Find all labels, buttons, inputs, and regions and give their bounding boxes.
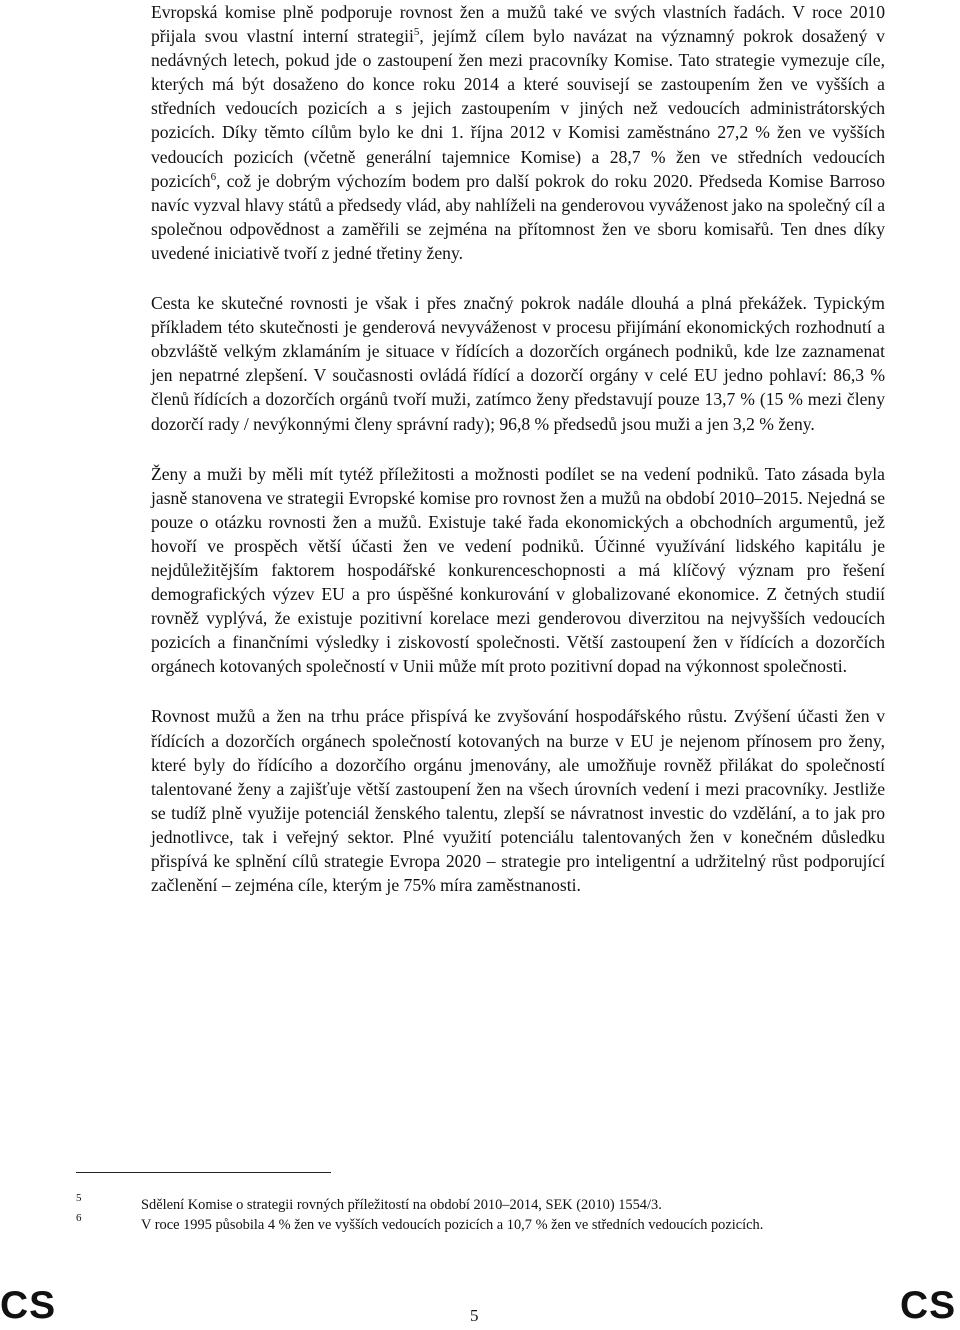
footnote-text: Sdělení Komise o strategii rovných příležitostí na období 2010–2014, SEK (2010) 1554/3. xyxy=(141,1197,662,1213)
footnote-number: 5 xyxy=(76,1192,82,1204)
paragraph-1 xyxy=(151,0,885,265)
paragraph-text: , což je dobrým výchozím bodem pro další pokrok do roku 2020. Předseda Komise Barroso navíc vyzval hlavy států a předsedy vlád, aby nahlíželi na genderovou vyváženost jako na společný cíl a společnou odpovědnost a zaměřili se zejména na přítomnost žen ve sboru komisařů. Ten dnes díky uvedené iniciativě tvoří z jedné třetiny ženy. xyxy=(151,170,885,263)
language-code-right: CS xyxy=(900,1284,957,1327)
footnote-separator xyxy=(76,1172,331,1173)
paragraph-text: , jejímž cílem bylo navázat na významný pokrok dosažený v nedávných letech, pokud jde o zastoupení žen mezi pracovníky Komise. Tato strategie vymezuje cíle, kterých má být dosaženo do konce roku 2014 a které souvisejí se zastoupením žen ve vyšších a středních vedoucích pozicích a s jejich zastoupením v jiných než vedoucích administrátorských pozicích. Díky těmto cílům bylo ke dni 1. října 2012 v Komisi zaměstnáno 27,2 % žen ve vyšších vedoucích pozicích (včetně generální tajemnice Komise) a 28,7 % žen ve středních vedoucích pozicích xyxy=(151,26,885,191)
paragraph-4: Rovnost mužů a žen na trhu práce přispívá ke zvyšování hospodářského růstu. Zvýšení účasti žen v řídících a dozorčích orgánech společností kotovaných na burze v EU je nejenom přínosem pro ženy, které byly do řídícího a dozorčího orgánu jmenovány, ale umožňuje rovněž přilákat do společností talentované ženy a zajišťuje větší zastoupení žen na všech úrovních vedení i mezi pracovníky. Jestliže se tudíž plně využije potenciál ženského talentu, zlepší se návratnost investic do vzdělání, a to jak pro jednotlivce, tak i veřejný sektor. Plné využití potenciálu talentovaných žen v konečném důsledku přispívá ke splnění cílů strategie Evropa 2020 – strategie pro inteligentní a udržitelný růst podporující začlenění – zejména cíle, kterým je 75% míra zaměstnanosti. xyxy=(151,706,885,896)
body-text xyxy=(151,0,885,923)
paragraph-2: Cesta ke skutečné rovnosti je však i přes značný pokrok nadále dlouhá a plná překážek. Typickým příkladem této skutečnosti je genderová nevyváženost v procesu přijímání ekonomických rozhodnutí a obzvláště velkým zklamáním je situace v řídících a dozorčích orgánech podniků, kde lze zaznamenat jen nepatrné zlepšení. V současnosti ovládá řídící a dozorčí orgány v celé EU jedno pohlaví: 86,3 % členů řídících a dozorčích orgánů tvoří muži, zatímco ženy představují pouze 13,7 % (15 % mezi členy dozorčí rady / nevýkonnými členy správní rady); 96,8 % předsedů jsou muži a jen 3,2 % ženy. xyxy=(151,293,885,434)
footnote-number: 6 xyxy=(76,1212,82,1224)
page-number: 5 xyxy=(470,1306,479,1325)
footnote-ref-5[interactable]: 5 xyxy=(413,26,420,39)
paragraph-text: Evropská komise plně podporuje rovnost žen a mužů také ve svých vlastních řadách. V roce 2010 přijala svou vlastní interní strategii xyxy=(151,2,885,47)
language-code-left: CS xyxy=(0,1284,57,1327)
paragraph-3: Ženy a muži by měli mít tytéž příležitosti a možnosti podílet se na vedení podniků. Tato zásada byla jasně stanovena ve strategii Evropské komise pro rovnost žen a mužů na období 2010–2015. Nejedná se pouze o otázku rovnosti žen a mužů. Existuje také řada ekonomických a obchodních argumentů, jež hovoří ve prospěch větší účasti žen ve vedení podniků. Účinné využívání lidského kapitálu je nejdůležitějším faktorem hospodářské konkurenceschopnosti a má klíčový význam pro řešení demografických výzev EU a pro úspěšné konkurování v globalizované ekonomice. Z četných studií rovněž vyplývá, že existuje pozitivní korelace mezi genderovou diverzitou na nejvyšších vedoucích pozicích a finančními výsledky i ziskovostí společnosti. Větší zastoupení žen v řídících a dozorčích orgánech kotovaných společností v Unii může mít proto pozitivní dopad na výkonnost společnosti. xyxy=(151,463,885,677)
footnote-text: V roce 1995 působila 4 % žen ve vyšších vedoucích pozicích a 10,7 % žen ve středních vedoucích pozicích. xyxy=(141,1217,764,1233)
footnote-ref-6[interactable]: 6 xyxy=(210,170,217,183)
